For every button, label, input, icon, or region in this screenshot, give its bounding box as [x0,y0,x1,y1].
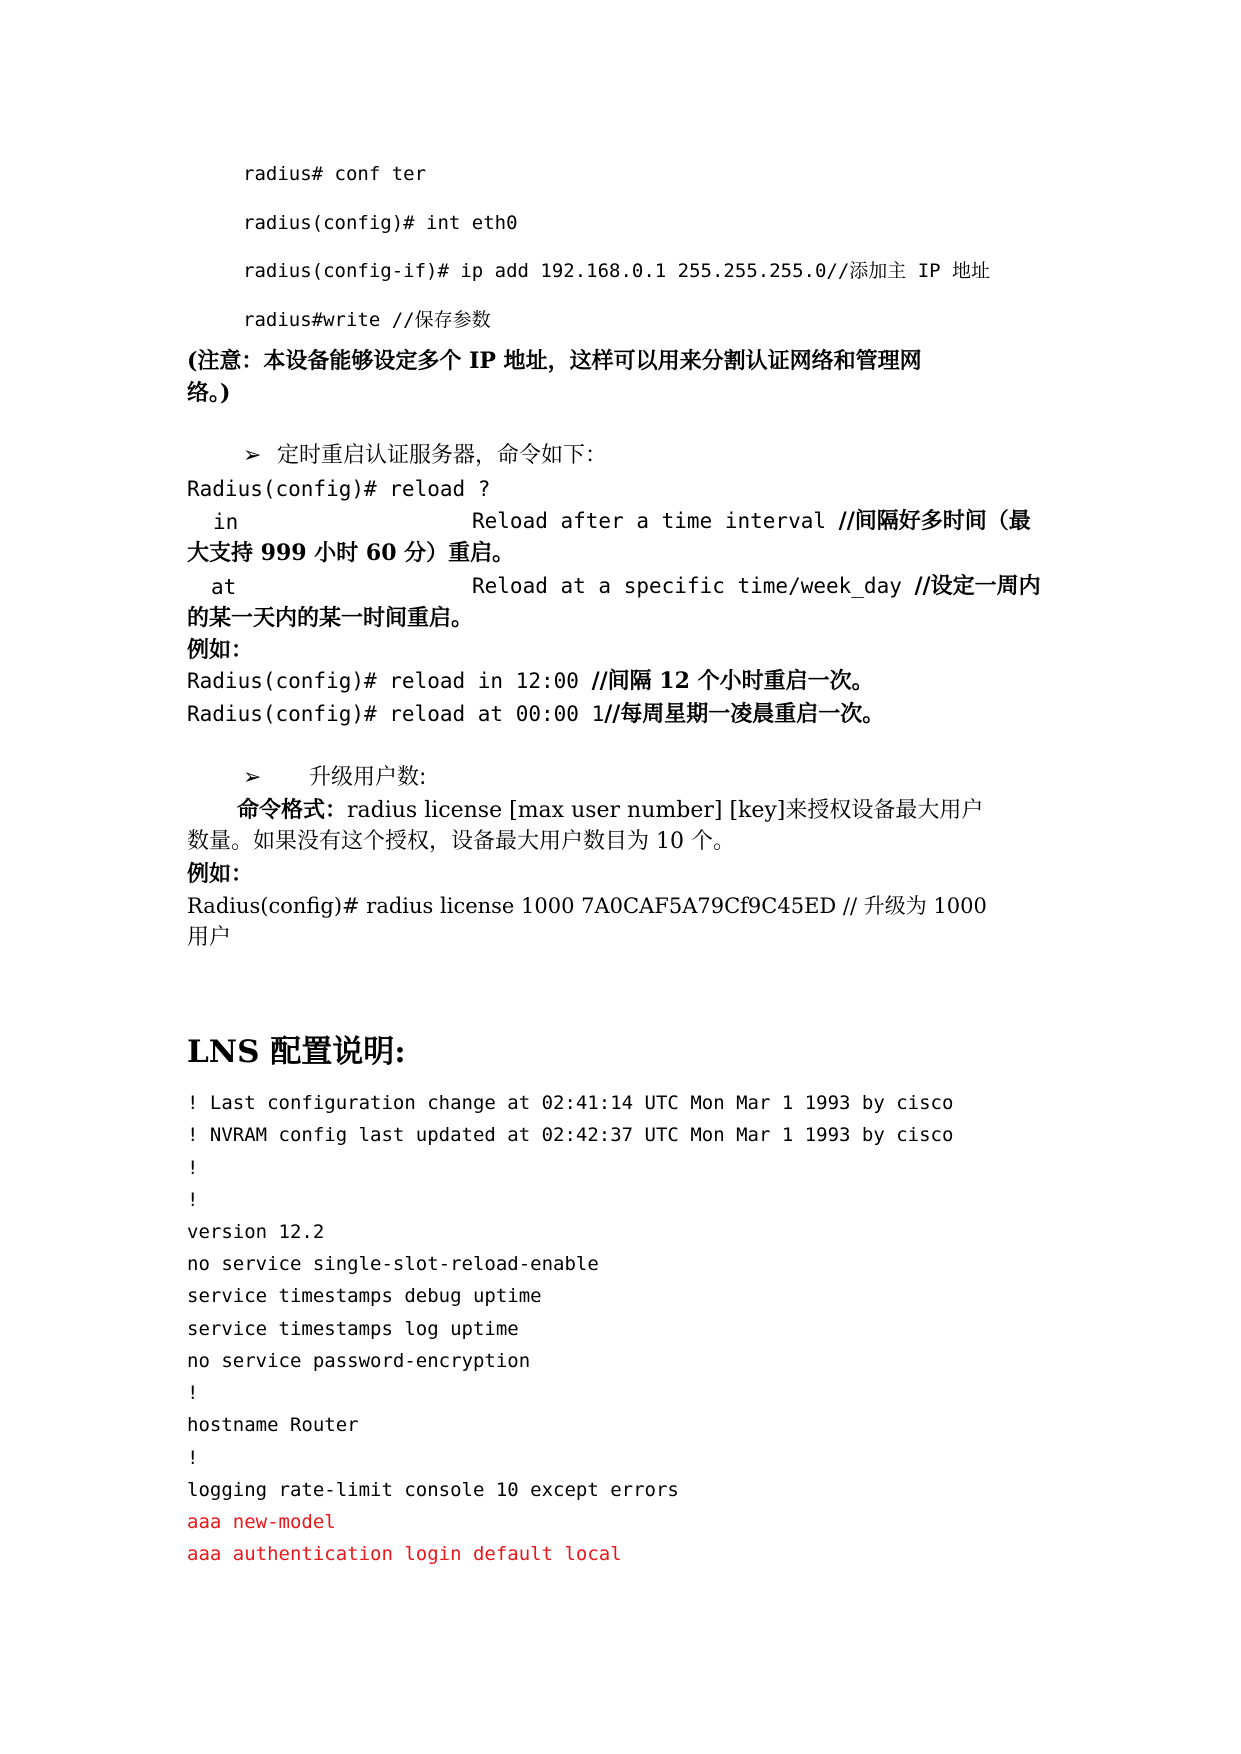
config-line: service timestamps debug uptime [187,1285,542,1307]
upgrade-example-label: 例如： [187,861,254,887]
note-line: (注意：本设备能够设定多个 IP 地址，这样可以用来分割认证网络和管理网 [187,348,922,374]
reload-in-description: Reload after a time interval //间隔好多时间（最 [472,508,1031,534]
reload-example-label: 例如： [187,637,254,663]
config-line-highlighted: aaa new-model [187,1511,336,1533]
config-line: version 12.2 [187,1221,325,1243]
reload-example-2: Radius(config)# reload at 00:00 1//每周星期一凌晨重启一次。 [187,701,885,727]
config-line: ! [187,1447,199,1469]
config-line: service timestamps log uptime [187,1318,519,1340]
upgrade-bullet: ➢ 升级用户数: [243,765,427,790]
radius-cmd-line: radius(config)# int eth0 [243,212,518,234]
radius-cmd-line: radius# conf ter [243,163,427,185]
reload-example-1: Radius(config)# reload in 12:00 //间隔 12 个小时重启一次。 [187,668,874,694]
config-line: ! NVRAM config last updated at 02:42:37 UTC Mon Mar 1 1993 by cisco [187,1124,954,1146]
reload-cmd: Radius(config)# reload ? [187,477,491,501]
config-line: logging rate-limit console 10 except errors [187,1479,679,1501]
upgrade-example-continuation: 用户 [187,925,232,950]
config-line: hostname Router [187,1414,359,1436]
config-line: ! [187,1157,199,1179]
arrow-bullet-icon: ➢ [243,443,262,468]
config-line-highlighted: aaa authentication login default local [187,1543,622,1565]
note-line: 络。) [187,380,231,406]
config-line: ! Last configuration change at 02:41:14 UTC Mon Mar 1 1993 by cisco [187,1092,954,1114]
reload-at-continuation: 的某一天内的某一时间重启。 [187,605,474,631]
radius-cmd-line: radius(config-if)# ip add 192.168.0.1 255.255.255.0//添加主 IP 地址 [243,260,991,282]
reload-in-keyword: in [213,510,239,534]
config-line: no service single-slot-reload-enable [187,1253,599,1275]
arrow-bullet-icon: ➢ [243,765,262,790]
reload-bullet: ➢ 定时重启认证服务器，命令如下： [243,443,608,468]
upgrade-example-cmd: Radius(config)# radius license 1000 7A0CAF5A79Cf9C45ED // 升级为 1000 [187,894,987,918]
lns-heading: LNS 配置说明: [187,1034,406,1070]
config-line: no service password-encryption [187,1350,531,1372]
radius-cmd-line: radius#write //保存参数 [243,309,491,331]
upgrade-format: 命令格式：radius license [max user number] [key]来授权设备最大用户 [237,797,984,823]
reload-at-description: Reload at a specific time/week_day //设定一周内 [472,573,1041,599]
reload-at-keyword: at [211,575,237,599]
config-line: ! [187,1189,199,1211]
reload-in-continuation: 大支持 999 小时 60 分）重启。 [187,540,515,566]
upgrade-format-continuation: 数量。如果没有这个授权，设备最大用户数目为 10 个。 [187,829,735,854]
config-line: ! [187,1382,199,1404]
